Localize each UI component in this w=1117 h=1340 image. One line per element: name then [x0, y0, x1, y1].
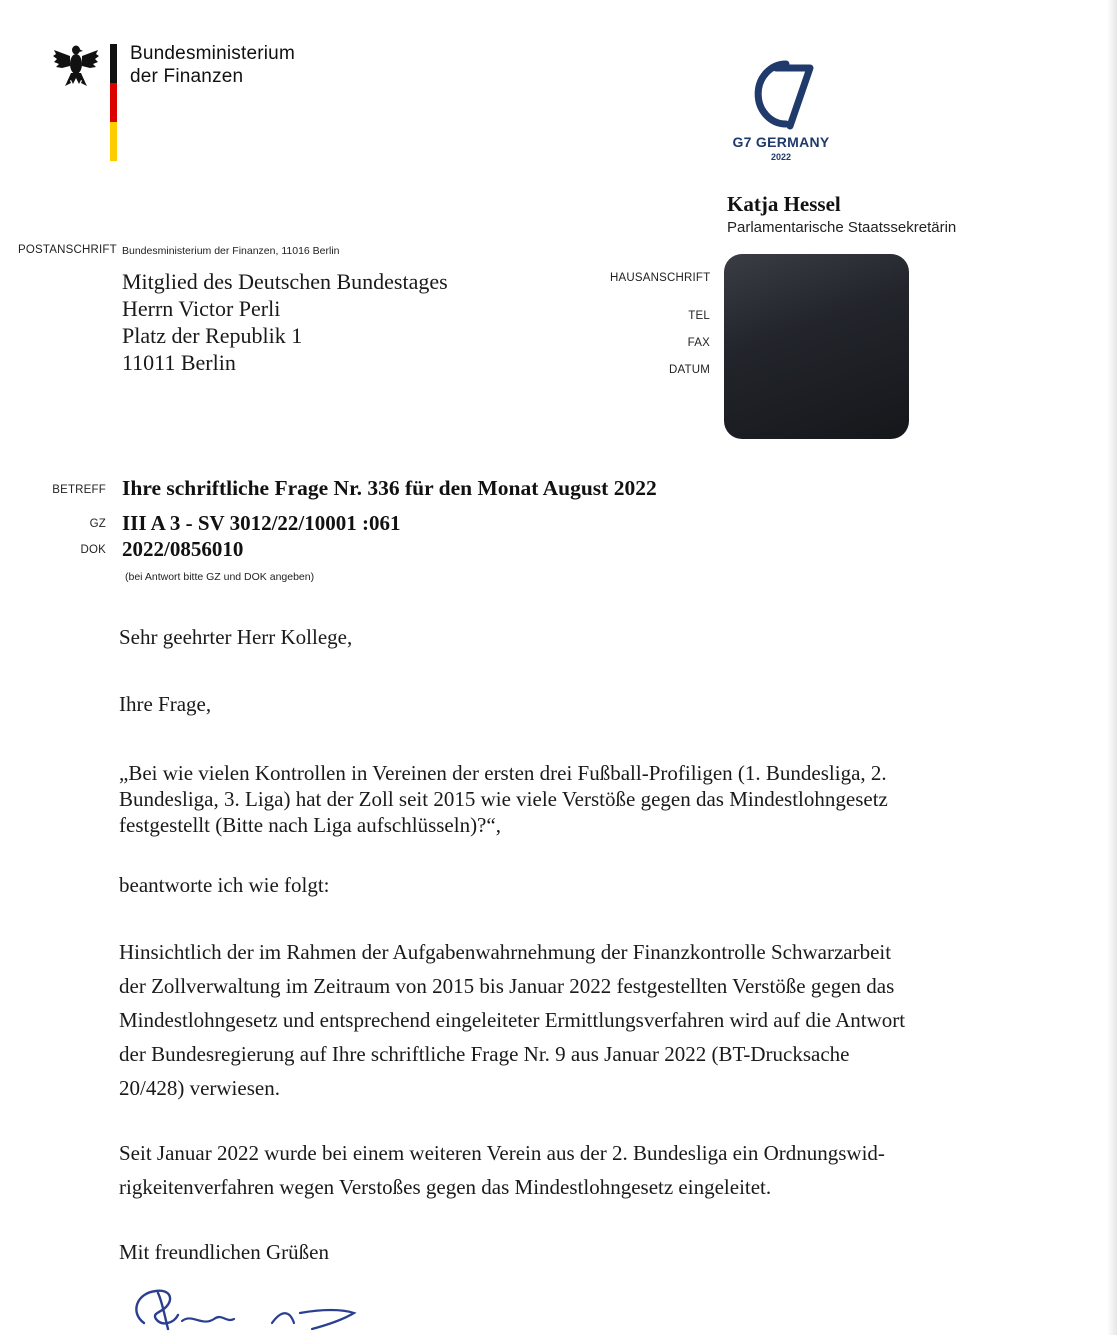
federal-flag-bar: [110, 44, 117, 161]
question-quote: [119, 760, 999, 838]
intro-text: Ihre Frage,: [119, 692, 212, 716]
paragraph-line: Seit Januar 2022 wurde bei einem weiteren Verein aus der 2. Bundesliga ein Ordnungswid-: [119, 1141, 885, 1165]
scan-edge: [1107, 0, 1117, 1335]
ministry-name-line2: der Finanzen: [130, 66, 244, 87]
address-line: 11011 Berlin: [122, 350, 236, 375]
postanschrift-label: POSTANSCHRIFT: [18, 244, 117, 256]
answer-paragraph-2: [119, 1136, 999, 1204]
fax-label: FAX: [687, 337, 710, 349]
salutation: Sehr geehrter Herr Kollege,: [119, 625, 353, 649]
address-line: Platz der Republik 1: [122, 323, 303, 348]
question-line: „Bei wie vielen Kontrollen in Vereinen der ersten drei Fußball-Profiligen (1. Bundesliga, 2.: [119, 761, 887, 785]
datum-label: DATUM: [668, 364, 710, 376]
postanschrift-text: Bundesministerium der Finanzen, 11016 Berlin: [122, 245, 340, 257]
sender-name: Katja Hessel: [727, 192, 841, 216]
paragraph-line: der Bundesregierung auf Ihre schriftliche Frage Nr. 9 aus Januar 2022 (BT-Drucksache: [119, 1042, 850, 1066]
handwritten-signature: [122, 1283, 362, 1335]
paragraph-line: der Zollverwaltung im Zeitraum von 2015 bis Januar 2022 festgestellten Verstöße gegen das: [119, 974, 895, 998]
betreff-value: Ihre schriftliche Frage Nr. 336 für den Monat August 2022: [122, 476, 657, 500]
reference-hint: (bei Antwort bitte GZ und DOK angeben): [125, 571, 315, 583]
question-line: Bundesliga, 3. Liga) hat der Zoll seit 2015 wie viele Verstöße gegen das Mindestlohngesetz: [119, 787, 888, 811]
paragraph-line: Mindestlohngesetz und entsprechend eingeleiteter Ermittlungsverfahren wird auf die Antwort: [119, 1008, 906, 1032]
paragraph-line: 20/428) verwiesen.: [119, 1076, 280, 1100]
recipient-address: [122, 268, 448, 376]
tel-label: TEL: [688, 310, 710, 322]
federal-eagle-icon: [52, 40, 100, 88]
ministry-name-line1: Bundesministerium: [130, 43, 295, 64]
sender-role: Parlamentarische Staatssekretärin: [727, 219, 957, 236]
closing: Mit freundlichen Grüßen: [119, 1240, 329, 1264]
gz-value: III A 3 - SV 3012/22/10001 :061: [122, 511, 401, 535]
betreff-label: BETREFF: [52, 484, 106, 496]
address-line: Mitglied des Deutschen Bundestages: [122, 269, 448, 294]
dok-label: DOK: [80, 544, 106, 556]
gz-label: GZ: [89, 518, 106, 530]
g7-logo-mark: [746, 58, 816, 130]
address-line: Herrn Victor Perli: [122, 296, 281, 321]
paragraph-line: rigkeitenverfahren wegen Verstoßes gegen das Mindestlohngesetz eingeleitet.: [119, 1175, 772, 1199]
ministry-name: [130, 42, 295, 88]
answer-intro: beantworte ich wie folgt:: [119, 873, 330, 897]
dok-value: 2022/0856010: [122, 537, 244, 561]
answer-paragraph-1: [119, 935, 999, 1105]
redaction-block: [724, 254, 909, 439]
paragraph-line: Hinsichtlich der im Rahmen der Aufgabenwahrnehmung der Finanzkontrolle Schwarzarbeit: [119, 940, 892, 964]
hausanschrift-label: HAUSANSCHRIFT: [610, 272, 711, 284]
question-line: festgestellt (Bitte nach Liga aufschlüsseln)?“,: [119, 813, 501, 837]
g7-year: 2022: [770, 152, 792, 162]
g7-title: G7 GERMANY: [732, 134, 830, 150]
